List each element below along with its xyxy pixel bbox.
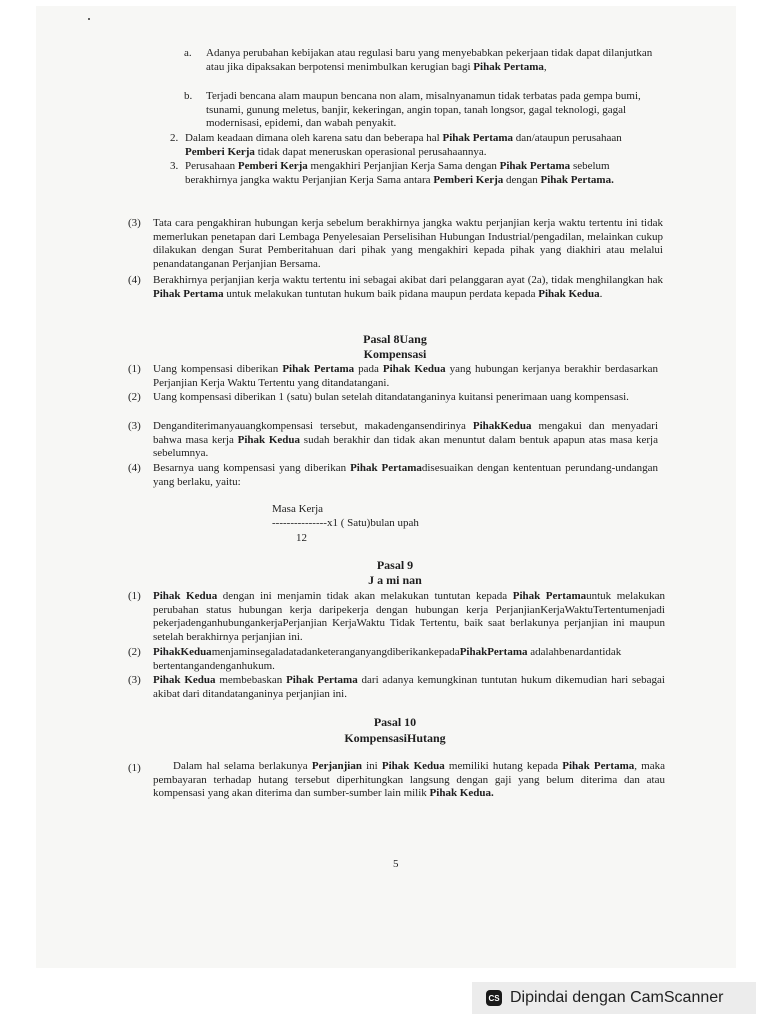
list-item-a: Adanya perubahan kebijakan atau regulasi baru yang menyebabkan pekerjaan tidak dapat dilanjutkan atau jika dipaksakan berpotensi menimbulkan kerugian bagi Pihak Pertama, — [206, 47, 653, 73]
pasal-10-subheading: KompensasiHutang — [344, 731, 446, 745]
camscanner-logo-icon: CS — [486, 990, 502, 1006]
formula-denominator: 12 — [296, 532, 307, 544]
pasal-9-paragraph-1: Pihak Kedua dengan ini menjamin tidak akan melakukan tuntutan kepada Pihak Pertamauntuk melakukan perubahan status hubungan kerja daripekerja dengan hubungan kerja PerjanjianKerjaWaktuTertentumenjadi pekerjadenganhubungankerjaPerjanjian KerjaWaktu Tidak Tertentu, baik saat berlakunya perjanjian ini maupun setelah berakhirnya perjanjian ini. — [153, 590, 665, 643]
pasal-10-marker-1: (1) — [128, 762, 141, 774]
pasal-9-subheading: J a mi nan — [368, 573, 422, 587]
list-item-2: Dalam keadaan dimana oleh karena satu dan beberapa hal Pihak Pertama dan/ataupun perusahaan Pemberi Kerja tidak dapat meneruskan operasional perusahaannya. — [185, 132, 622, 158]
page-number: 5 — [393, 858, 399, 870]
formula-line: ---------------x1 ( Satu)bulan upah — [272, 517, 419, 529]
camscanner-watermark — [472, 982, 756, 1014]
list-marker-b: b. — [184, 90, 193, 102]
pasal-8-marker-3: (3) — [128, 420, 141, 432]
pasal-9-marker-2: (2) — [128, 646, 141, 658]
list-marker-a: a. — [184, 47, 192, 59]
pasal-8-paragraph-3: Denganditerimanyauangkompensasi tersebut, makadengansendirinya PihakKedua mengakui dan menyadari bahwa masa kerja Pihak Kedua sudah berakhir dan tidak akan menuntut dalam bentuk apapun atas masa kerja sebelumnya. — [153, 420, 659, 460]
pasal-8-subheading: Kompensasi — [363, 347, 427, 361]
pasal-10-heading: Pasal 10 — [373, 715, 417, 729]
pasal-8-marker-4: (4) — [128, 462, 141, 474]
pasal-9-marker-3: (3) — [128, 674, 141, 686]
camscanner-text: Dipindai dengan CamScanner — [510, 989, 724, 1006]
paragraph-marker-prev-3: (3) — [128, 217, 141, 229]
paragraph-marker-prev-4: (4) — [128, 274, 141, 286]
pasal-8-marker-1: (1) — [128, 363, 141, 375]
paragraph-prev-4: Berakhirnya perjanjian kerja waktu tertentu ini sebagai akibat dari pelanggaran ayat (2a), tidak menghilangkan hak Pihak Pertama untuk melakukan tuntutan hukum baik pidana maupun perdata kepada Pihak Kedua. — [153, 274, 663, 300]
pasal-8-marker-2: (2) — [128, 391, 141, 403]
pasal-8-paragraph-2: Uang kompensasi diberikan 1 (satu) bulan setelah ditandatanganinya kuitansi penerimaan uang kompensasi. — [153, 391, 629, 403]
list-marker-3: 3. — [170, 160, 179, 172]
pasal-10-paragraph-1: Dalam hal selama berlakunya Perjanjian ini Pihak Kedua memiliki hutang kepada Pihak Pertama, maka pembayaran terhadap hutang tersebut diperhitungkan langsung dengan gaji yang belum diterima dan atau kompensasi yang akan diterima dan sumber-sumber lain milik Pihak Kedua. — [153, 760, 665, 800]
paragraph-prev-3: Tata cara pengakhiran hubungan kerja sebelum berakhirnya jangka waktu perjanjian kerja waktu tertentu ini tidak memerlukan penetapan dari Lembaga Penyelesaian Perselisihan Hubungan Industrial/pengadilan, melainkan cukup dilakukan dengan Surat Pemberitahuan dari pihak yang mengakhiri kepada pihak yang diakhiri atau melalui penandatanganan Perjanjian Bersama. — [153, 217, 663, 270]
formula-numerator: Masa Kerja — [272, 503, 324, 515]
pasal-9-heading: Pasal 9 — [376, 558, 414, 572]
pasal-9-paragraph-2: PihakKeduamenjaminsegaladatadanketeranganyangdiberikankepadaPihakPertama adalahbenardantidakbertentangandenganhukum. — [153, 646, 622, 672]
pasal-9-marker-1: (1) — [128, 590, 141, 602]
list-item-b: Terjadi bencana alam maupun bencana non alam, misalnyanamun tidak terbatas pada gempa bumi, tsunami, gunung meletus, banjir, kekeringan, angin topan, tanah longsor, gagal teknologi, gagal modernisasi, epidemi, dan wabah penyakit. — [206, 90, 641, 130]
scan-speck — [88, 18, 90, 20]
pasal-8-paragraph-1: Uang kompensasi diberikan Pihak Pertama pada Pihak Kedua yang hubungan kerjanya berakhir berdasarkan Perjanjian Kerja Waktu Tertentu yang ditandatangani. — [153, 363, 659, 389]
pasal-9-paragraph-3: Pihak Kedua membebaskan Pihak Pertama dari adanya kemungkinan tuntutan hukum dikemudian hari sebagai akibat dari ditandatanganinya perjanjian ini. — [153, 674, 665, 700]
pasal-8-heading: Pasal 8Uang — [363, 332, 427, 346]
pasal-8-paragraph-4: Besarnya uang kompensasi yang diberikan Pihak Pertamadisesuaikan dengan kententuan perundang-undangan yang berlaku, yaitu: — [153, 462, 659, 488]
list-marker-2: 2. — [170, 132, 179, 144]
list-item-3: Perusahaan Pemberi Kerja mengakhiri Perjanjian Kerja Sama dengan Pihak Pertama sebelum berakhirnya jangka waktu Perjanjian Kerja Sama antara Pemberi Kerja dengan Pihak Pertama. — [185, 160, 614, 186]
